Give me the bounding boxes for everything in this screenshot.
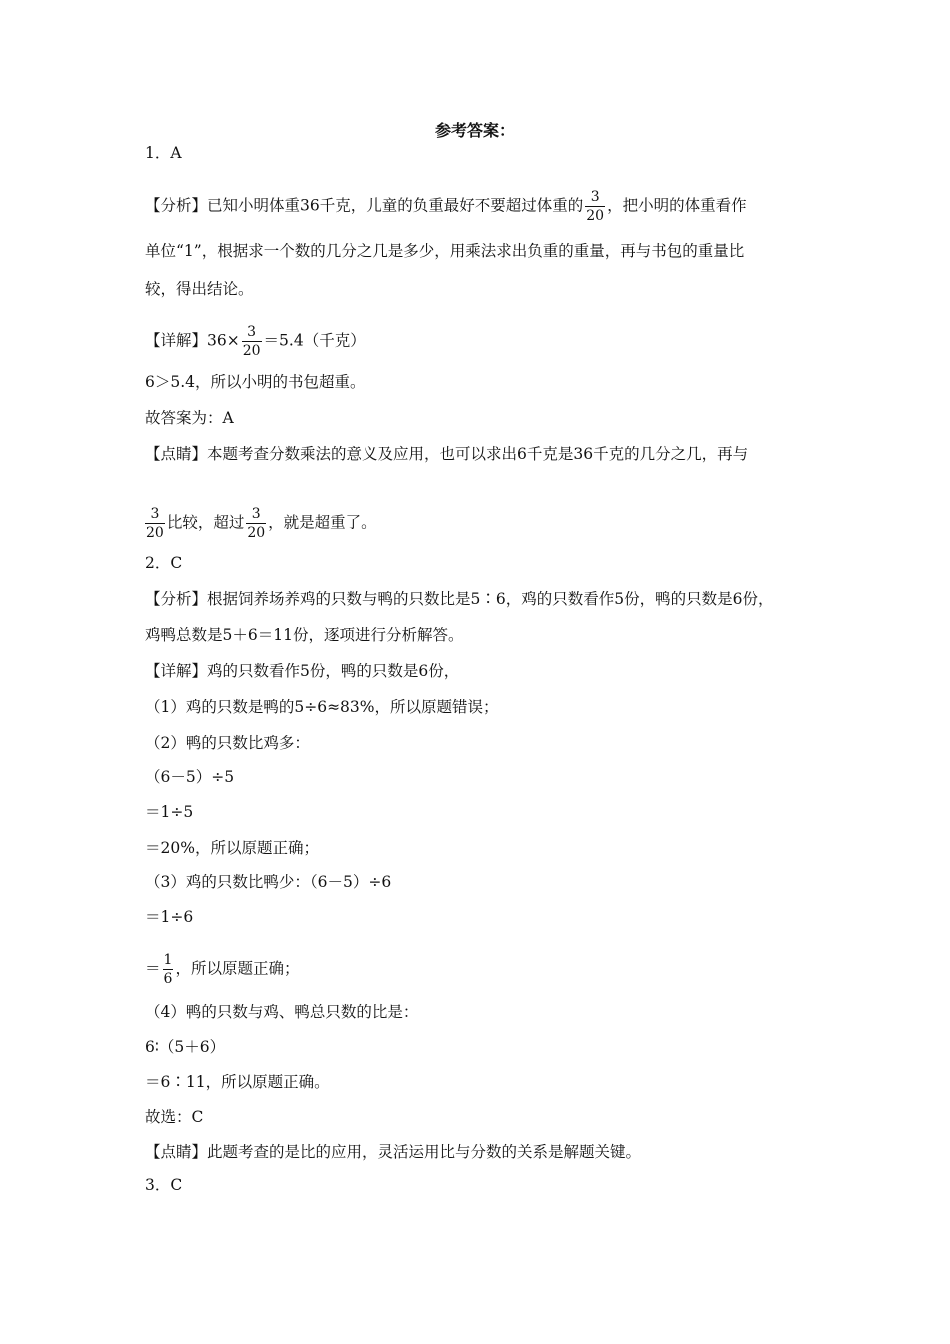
page-title: 参考答案： — [434, 121, 515, 140]
q2-step2: （2）鸭的只数比鸡多： — [145, 734, 310, 752]
q1-analysis-line2: 单位“1”，根据求一个数的几分之几是多少，用乘法求出负重的重量，再与书包的重量比 — [145, 242, 745, 260]
fraction: $\frac{3}{20}$ — [586, 189, 605, 224]
fraction: $\frac{1}{6}$ — [163, 952, 173, 987]
q2-step2b: ＝1÷5 — [145, 803, 194, 821]
q1-analysis-line3: 较，得出结论。 — [145, 280, 254, 298]
fraction: $\frac{3}{20}$ — [242, 324, 261, 359]
q1-comment-line1: 【点睛】本题考查分数乘法的意义及应用，也可以求出6千克是36千克的几分之几，再与 — [145, 445, 749, 463]
q1-number: 1．A — [145, 144, 182, 162]
q2-step3b: ＝ $\frac{1}{6}$ ，所以原题正确； — [145, 952, 300, 987]
q1-answer: 故答案为：A — [145, 409, 234, 427]
q2-detail-line1: 【详解】鸡的只数看作5份，鸭的只数是6份， — [145, 662, 460, 680]
q1-analysis-line1: 【分析】已知小明体重36千克，儿童的负重最好不要超过体重的 $\frac{3}{20}$ ，把小明的体重看作 — [145, 189, 747, 224]
q2-answer: 故选：C — [145, 1108, 204, 1126]
q2-step2a: （6－5）÷5 — [145, 768, 235, 786]
q2-number: 2．C — [145, 554, 183, 572]
q2-step3a: ＝1÷6 — [145, 908, 194, 926]
q1-compare: 6＞5.4，所以小明的书包超重。 — [145, 373, 366, 391]
q2-step4a: 6∶（5＋6） — [145, 1038, 226, 1056]
q2-analysis-line2: 鸡鸭总数是5＋6＝11份，逐项进行分析解答。 — [145, 626, 464, 644]
q2-step1: （1）鸡的只数是鸭的5÷6≈83%，所以原题错误； — [145, 698, 499, 716]
q2-step3: （3）鸡的只数比鸭少：（6－5）÷6 — [145, 873, 392, 891]
q2-step4: （4）鸭的只数与鸡、鸭总只数的比是： — [145, 1003, 419, 1021]
q1-detail: 【详解】36× $\frac{3}{20}$ ＝5.4（千克） — [145, 324, 366, 359]
q2-step2c: ＝20%，所以原题正确； — [145, 839, 319, 857]
q3-number: 3．C — [145, 1176, 183, 1194]
q2-step4b: ＝6∶11，所以原题正确。 — [145, 1073, 330, 1091]
fraction: $\frac{3}{20}$ — [247, 506, 266, 541]
fraction: $\frac{3}{20}$ — [146, 506, 164, 541]
q2-comment: 【点睛】此题考查的是比的应用，灵活运用比与分数的关系是解题关键。 — [145, 1143, 642, 1161]
q1-comment-line2: $\frac{3}{20}$ 比较，超过 $\frac{3}{20}$ ，就是超重了。 — [146, 506, 377, 541]
q2-analysis-line1: 【分析】根据饲养场养鸡的只数与鸭的只数比是5∶6，鸡的只数看作5份，鸭的只数是6份， — [145, 590, 774, 608]
